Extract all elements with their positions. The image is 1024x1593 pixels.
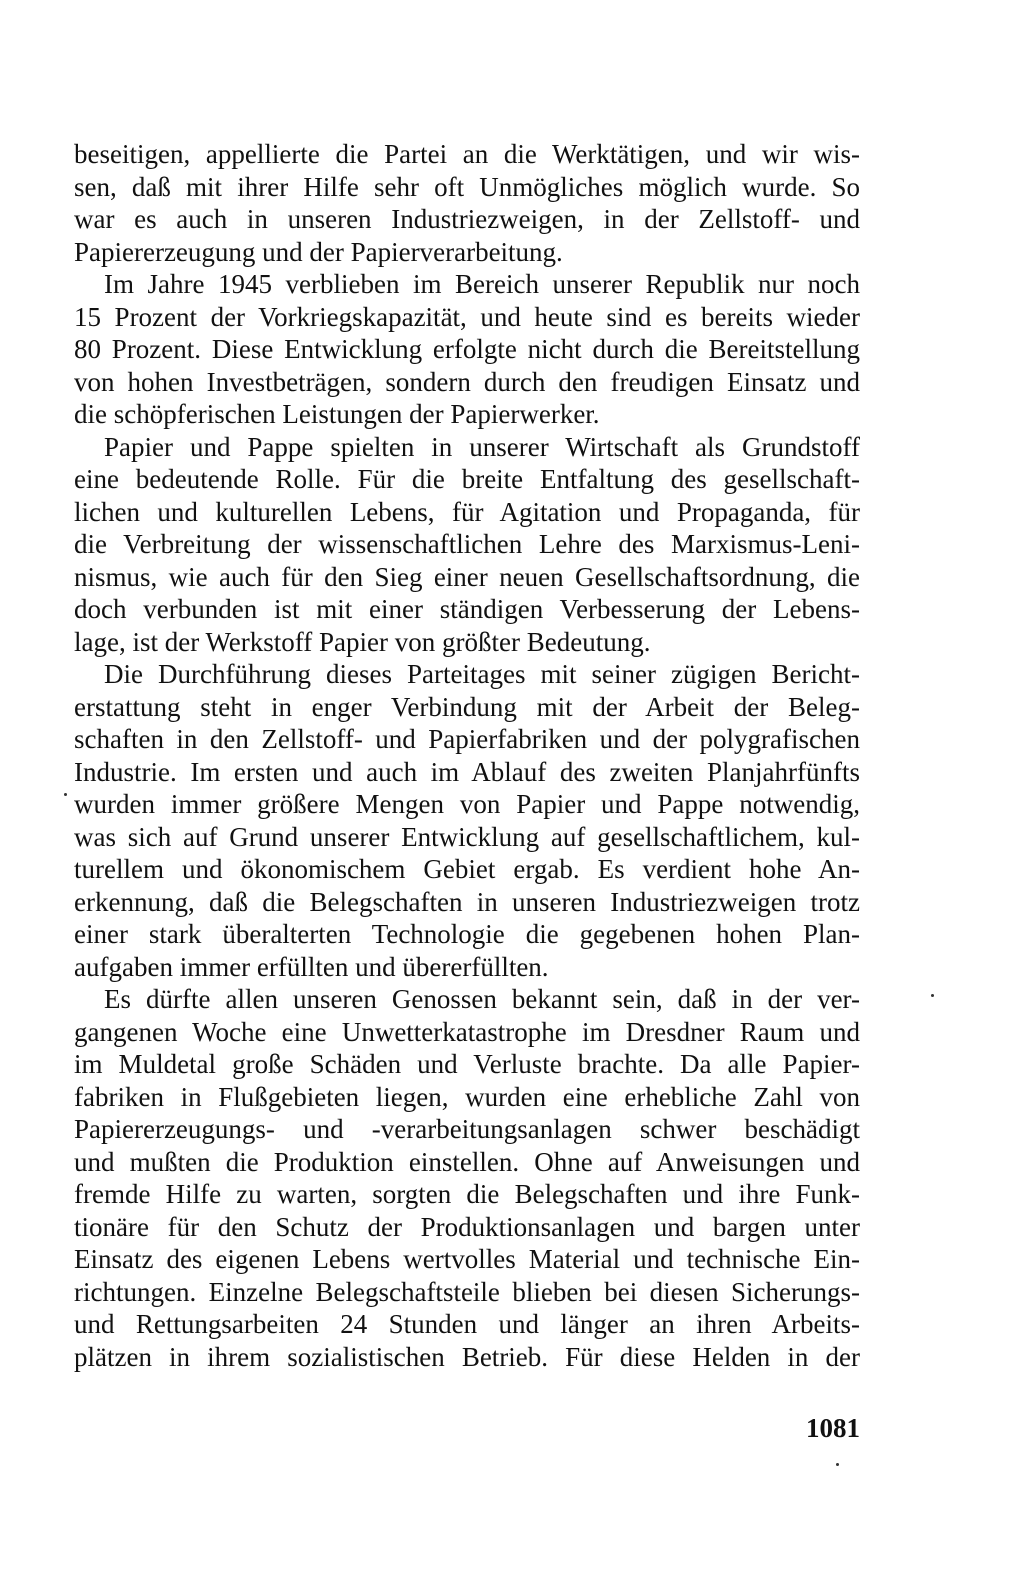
text-line: Es dürfte allen unseren Genossen bekannt sein, daß in der ver- <box>104 984 860 1014</box>
text-line: von hohen Investbeträgen, sondern durch den freudigen Einsatz und <box>74 366 860 397</box>
text-line: die schöpferischen Leistungen der Papierwerker. <box>74 399 600 429</box>
text-line: tionäre für den Schutz der Produktionsanlagen und bargen unter <box>74 1211 860 1242</box>
body-text <box>74 138 860 1373</box>
text-line: war es auch in unseren Industriezweigen, in der Zellstoff- und <box>74 204 860 234</box>
text-line: beseitigen, appellierte die Partei an die Werktätigen, und wir wis- <box>74 139 860 169</box>
paragraph <box>74 658 860 983</box>
paragraph <box>74 138 860 268</box>
text-line: Papiererzeugung und der Papierverarbeitung. <box>74 236 563 267</box>
text-line: die Verbreitung der wissenschaftlichen Lehre des Marxismus-Leni- <box>74 529 860 559</box>
text-line: Papier und Pappe spielten in unserer Wirtschaft als Grundstoff <box>104 431 860 462</box>
paragraph <box>74 431 860 659</box>
text-line: lichen und kulturellen Lebens, für Agitation und Propaganda, für <box>74 496 860 527</box>
print-speck <box>931 994 934 997</box>
text-line: eine bedeutende Rolle. Für die breite Entfaltung des gesellschaft- <box>74 464 860 494</box>
print-speck <box>836 1463 839 1466</box>
text-line: gangenen Woche eine Unwetterkatastrophe im Dresdner Raum und <box>74 1016 860 1047</box>
page-number: 1081 <box>806 1413 860 1443</box>
text-line: Papiererzeugungs- und -verarbeitungsanlagen schwer beschädigt <box>74 1114 860 1144</box>
text-line: fabriken in Flußgebieten liegen, wurden eine erhebliche Zahl von <box>74 1081 860 1112</box>
text-line: sen, daß mit ihrer Hilfe sehr oft Unmögliches möglich wurde. So <box>74 171 860 202</box>
text-line: plätzen in ihrem sozialistischen Betrieb. Für diese Helden in der <box>74 1341 860 1372</box>
text-line: 15 Prozent der Vorkriegskapazität, und heute sind es bereits wieder <box>74 301 860 332</box>
text-line: was sich auf Grund unserer Entwicklung auf gesellschaftlichem, kul- <box>74 821 860 852</box>
paragraph <box>74 983 860 1373</box>
text-line: schaften in den Zellstoff- und Papierfabriken und der polygrafischen <box>74 724 860 754</box>
text-line: Industrie. Im ersten und auch im Ablauf des zweiten Planjahrfünfts <box>74 756 860 787</box>
text-line: lage, ist der Werkstoff Papier von größter Bedeutung. <box>74 626 651 657</box>
paragraph <box>74 268 860 431</box>
text-line: und mußten die Produktion einstellen. Ohne auf Anweisungen und <box>74 1146 860 1177</box>
text-line: turellem und ökonomischem Gebiet ergab. Es verdient hohe An- <box>74 854 860 884</box>
text-line: fremde Hilfe zu warten, sorgten die Belegschaften und ihre Funk- <box>74 1179 860 1209</box>
text-line: erstattung steht in enger Verbindung mit der Arbeit der Beleg- <box>74 691 860 722</box>
text-line: im Muldetal große Schäden und Verluste brachte. Da alle Papier- <box>74 1049 860 1079</box>
text-line: Die Durchführung dieses Parteitages mit seiner zügigen Bericht- <box>104 659 860 689</box>
text-line: Im Jahre 1945 verblieben im Bereich unserer Republik nur noch <box>104 269 860 299</box>
text-line: richtungen. Einzelne Belegschaftsteile blieben bei diesen Sicherungs- <box>74 1276 860 1307</box>
text-line: aufgaben immer erfüllten und übererfüllten. <box>74 951 549 982</box>
text-line: und Rettungsarbeiten 24 Stunden und länger an ihren Arbeits- <box>74 1309 860 1339</box>
text-line: 80 Prozent. Diese Entwicklung erfolgte nicht durch die Bereitstellung <box>74 334 860 364</box>
text-line: Einsatz des eigenen Lebens wertvolles Material und technische Ein- <box>74 1244 860 1274</box>
text-line: einer stark überalterten Technologie die gegebenen hohen Plan- <box>74 919 860 949</box>
print-speck <box>64 793 67 796</box>
text-line: erkennung, daß die Belegschaften in unseren Industriezweigen trotz <box>74 886 860 917</box>
text-line: nismus, wie auch für den Sieg einer neuen Gesellschaftsordnung, die <box>74 561 860 592</box>
text-line: wurden immer größere Mengen von Papier und Pappe notwendig, <box>74 789 860 819</box>
text-line: doch verbunden ist mit einer ständigen Verbesserung der Lebens- <box>74 594 860 624</box>
